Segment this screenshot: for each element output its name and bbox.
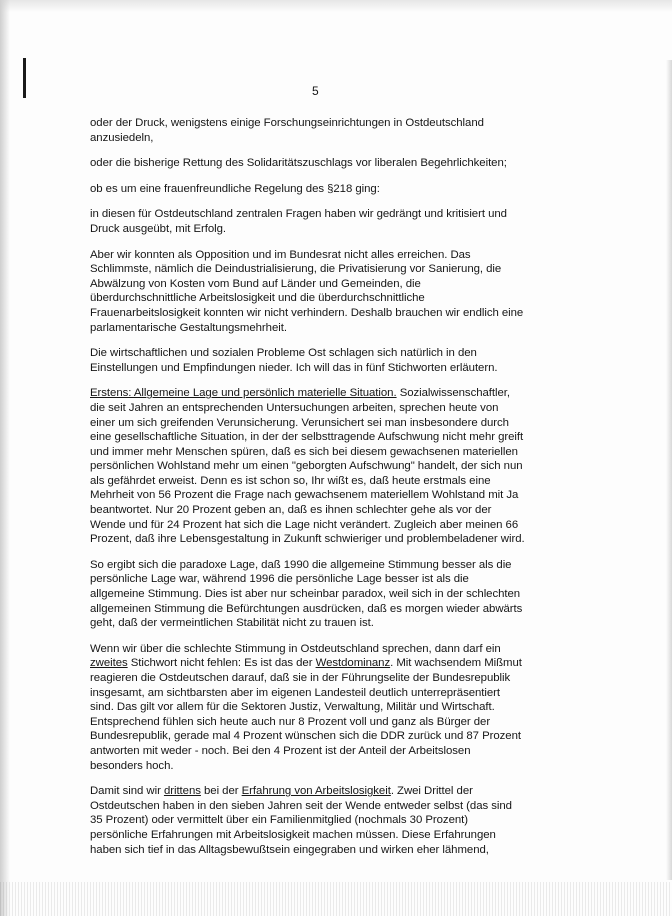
text-run: die seit Jahren an entsprechenden Untersuchungen arbeiten, sprechen heute von xyxy=(90,401,499,414)
text-line xyxy=(90,386,530,401)
scan-edge-top xyxy=(0,0,672,12)
text-run: oder die bisherige Rettung des Solidaritätszuschlags vor liberalen Begehrlichkeiten; xyxy=(90,157,507,170)
text-line xyxy=(90,262,530,277)
underlined-text: Erstens: Allgemeine Lage und persönlich materielle Situation. xyxy=(90,387,397,400)
text-line xyxy=(90,156,530,171)
text-run: Frauenarbeitslosigkeit konnten wir nicht verhindern. Deshalb brauchen wir endlich eine xyxy=(90,306,524,319)
text-run: Schlimmste, nämlich die Deindustrialisierung, die Privatisierung vor Sanierung, die xyxy=(90,263,502,276)
text-run: Abwälzung von Kosten vom Bund auf Länder und Gemeinden, die xyxy=(90,277,421,290)
text-run: Druck ausgeübt, mit Erfolg. xyxy=(90,222,227,235)
text-line xyxy=(90,182,530,197)
text-run: ob es um eine frauenfreundliche Regelung des §218 ging: xyxy=(90,182,380,195)
text-line xyxy=(90,306,530,321)
underlined-text: drittens xyxy=(163,785,201,798)
text-line xyxy=(90,813,530,828)
text-line xyxy=(90,759,530,774)
underlined-text: zweites xyxy=(90,657,128,670)
text-line xyxy=(90,248,530,263)
scan-edge-left xyxy=(0,0,10,916)
text-run: allgemeine Stimmung. Dies ist aber nur scheinbar paradox, weil sich in der schlechten xyxy=(90,588,521,601)
text-line xyxy=(90,361,530,376)
text-line xyxy=(90,671,530,686)
text-run: Prozent, daß ihre Lebensgestaltung in Zukunft schwieriger und problembeladener wird. xyxy=(90,533,525,546)
text-run: beantwortet. Nur 20 Prozent geben an, daß es ihnen schlechter gehe als vor der xyxy=(90,504,492,517)
text-run: . Mit wachsendem Mißmut xyxy=(390,657,522,670)
text-line xyxy=(90,799,530,814)
text-line xyxy=(90,686,530,701)
text-run: Mehrheit von 56 Prozent die Frage nach gewachsenem materiellem Wohlstand mit Ja xyxy=(90,489,519,502)
text-line xyxy=(90,558,530,573)
paragraph xyxy=(90,784,530,857)
text-run: 35 Prozent) oder vermittelt über ein Familienmitglied (nochmals 30 Prozent) xyxy=(90,814,469,827)
text-line xyxy=(90,321,530,336)
paragraph xyxy=(90,207,530,236)
text-line xyxy=(90,616,530,631)
paragraph xyxy=(90,182,530,197)
text-run: anzusiedeln, xyxy=(90,131,154,144)
text-line xyxy=(90,474,530,489)
text-line xyxy=(90,416,530,431)
paragraph xyxy=(90,156,530,171)
paragraph xyxy=(90,248,530,336)
text-run: Aber wir konnten als Opposition und im Bundesrat nicht alles erreichen. Das xyxy=(90,248,471,261)
text-run: als gefährdet erweist. Denn es ist schon so, Ihr wißt es, daß heute erstmals eine xyxy=(90,474,491,487)
text-run: persönliche Lage war, während 1996 die persönliche Lage besser ist als die xyxy=(90,573,469,586)
text-run: . Zwei Drittel der xyxy=(390,785,473,798)
text-line xyxy=(90,430,530,445)
text-run: Ostdeutschen haben in den sieben Jahren seit der Wende entweder selbst (das sind xyxy=(90,799,512,812)
text-run: und immer mehr Menschen spüren, daß es sich bei diesem gewachsenen materiellen xyxy=(90,445,518,458)
paragraph xyxy=(90,386,530,547)
text-run: Stichwort nicht fehlen: Es ist das der xyxy=(127,657,316,670)
scan-edge-right xyxy=(666,60,672,880)
text-run: allgemeinen Stimmung die Befürchtungen ausdrücken, daß es morgen wieder abwärts xyxy=(90,602,523,615)
text-line xyxy=(90,445,530,460)
text-run: bei der xyxy=(200,785,242,798)
underlined-text: Erfahrung von Arbeitslosigkeit xyxy=(241,785,391,798)
text-line xyxy=(90,291,530,306)
text-line xyxy=(90,131,530,146)
text-run: haben sich tief in das Alltagsbewußtsein eingegraben und wirken eher lähmend, xyxy=(90,843,489,856)
text-line xyxy=(90,715,530,730)
text-line xyxy=(90,843,530,858)
paragraph xyxy=(90,346,530,375)
text-run: persönliche Erfahrungen mit Arbeitslosigkeit machen müssen. Diese Erfahrungen xyxy=(90,828,496,841)
text-line xyxy=(90,700,530,715)
text-line xyxy=(90,784,530,799)
text-line xyxy=(90,116,530,131)
text-run: geht, daß der vermeintlichen Stabilität nicht zu trauen ist. xyxy=(90,617,374,630)
text-run: in diesen für Ostdeutschland zentralen Fragen haben wir gedrängt und kritisiert und xyxy=(90,208,507,221)
scan-edge-bottom xyxy=(0,882,672,916)
text-run: besonders hoch. xyxy=(90,759,174,772)
document-body xyxy=(90,116,530,868)
text-line xyxy=(90,729,530,744)
text-run: parlamentarische Gestaltungsmehrheit. xyxy=(90,321,287,334)
text-run: Wende und für 24 Prozent hat sich die Lage nicht verändert. Zugleich aber meinen 66 xyxy=(90,518,519,531)
text-line xyxy=(90,532,530,547)
text-run: persönlichen Wohlstand mehr um einen "geborgten Aufschwung" handelt, der sich nun xyxy=(90,460,523,473)
text-line xyxy=(90,656,530,671)
text-line xyxy=(90,346,530,361)
text-line xyxy=(90,222,530,237)
text-run: Die wirtschaftlichen und sozialen Probleme Ost schlagen sich natürlich in den xyxy=(90,347,477,360)
text-run: Einstellungen und Empfindungen nieder. Ich will das in fünf Stichworten erläutern. xyxy=(90,361,498,374)
text-line xyxy=(90,277,530,292)
text-line xyxy=(90,572,530,587)
text-run: antworten mit weder - noch. Bei den 4 Prozent ist der Anteil der Arbeitslosen xyxy=(90,744,471,757)
text-line xyxy=(90,207,530,222)
scan-mark xyxy=(23,58,26,98)
text-run: Bundesrepublik, gerade mal 4 Prozent wünschen sich die DDR zurück und 87 Prozent xyxy=(90,730,521,743)
paragraph xyxy=(90,642,530,773)
text-run: reagieren die Ostdeutschen darauf, daß sie in der Führungselite der Bundesrepublik xyxy=(90,672,511,684)
text-line xyxy=(90,503,530,518)
text-line xyxy=(90,744,530,759)
text-run: Sozialwissenschaftler, xyxy=(396,387,511,400)
text-line xyxy=(90,488,530,503)
text-run: oder der Druck, wenigstens einige Forschungseinrichtungen in Ostdeutschland xyxy=(90,117,484,129)
paragraph xyxy=(90,558,530,631)
text-line xyxy=(90,828,530,843)
page-number: 5 xyxy=(312,84,319,98)
text-line xyxy=(90,587,530,602)
text-run: Wenn wir über die schlechte Stimmung in Ostdeutschland sprechen, dann darf ein xyxy=(90,642,501,655)
text-run: sind. Das gilt vor allem für die Sektoren Justiz, Verwaltung, Militär und Wirtschaft. xyxy=(90,701,495,714)
text-run: Entsprechend fühlen sich heute auch nur 8 Prozent voll und ganz als Bürger der xyxy=(90,715,491,728)
text-line xyxy=(90,642,530,657)
text-line xyxy=(90,459,530,474)
text-run: Damit sind wir xyxy=(90,785,164,798)
text-line xyxy=(90,518,530,533)
underlined-text: Westdominanz xyxy=(315,657,391,670)
text-run: überdurchschnittliche Arbeitslosigkeit und die überdurchschnittliche xyxy=(90,292,425,305)
text-run: So ergibt sich die paradoxe Lage, daß 1990 die allgemeine Stimmung besser als die xyxy=(90,558,512,571)
paragraph xyxy=(90,116,530,145)
text-line xyxy=(90,602,530,617)
text-run: eine gesellschaftliche Situation, in der der selbsttragende Aufschwung nicht mehr greift xyxy=(90,431,524,444)
text-run: insgesamt, am sichtbarsten aber im eigenen Landesteil deutlich unterrepräsentiert xyxy=(90,686,501,699)
text-line xyxy=(90,401,530,416)
text-run: einer um sich greifenden Verunsicherung. Verunsichert sei man insbesondere durch xyxy=(90,416,509,429)
